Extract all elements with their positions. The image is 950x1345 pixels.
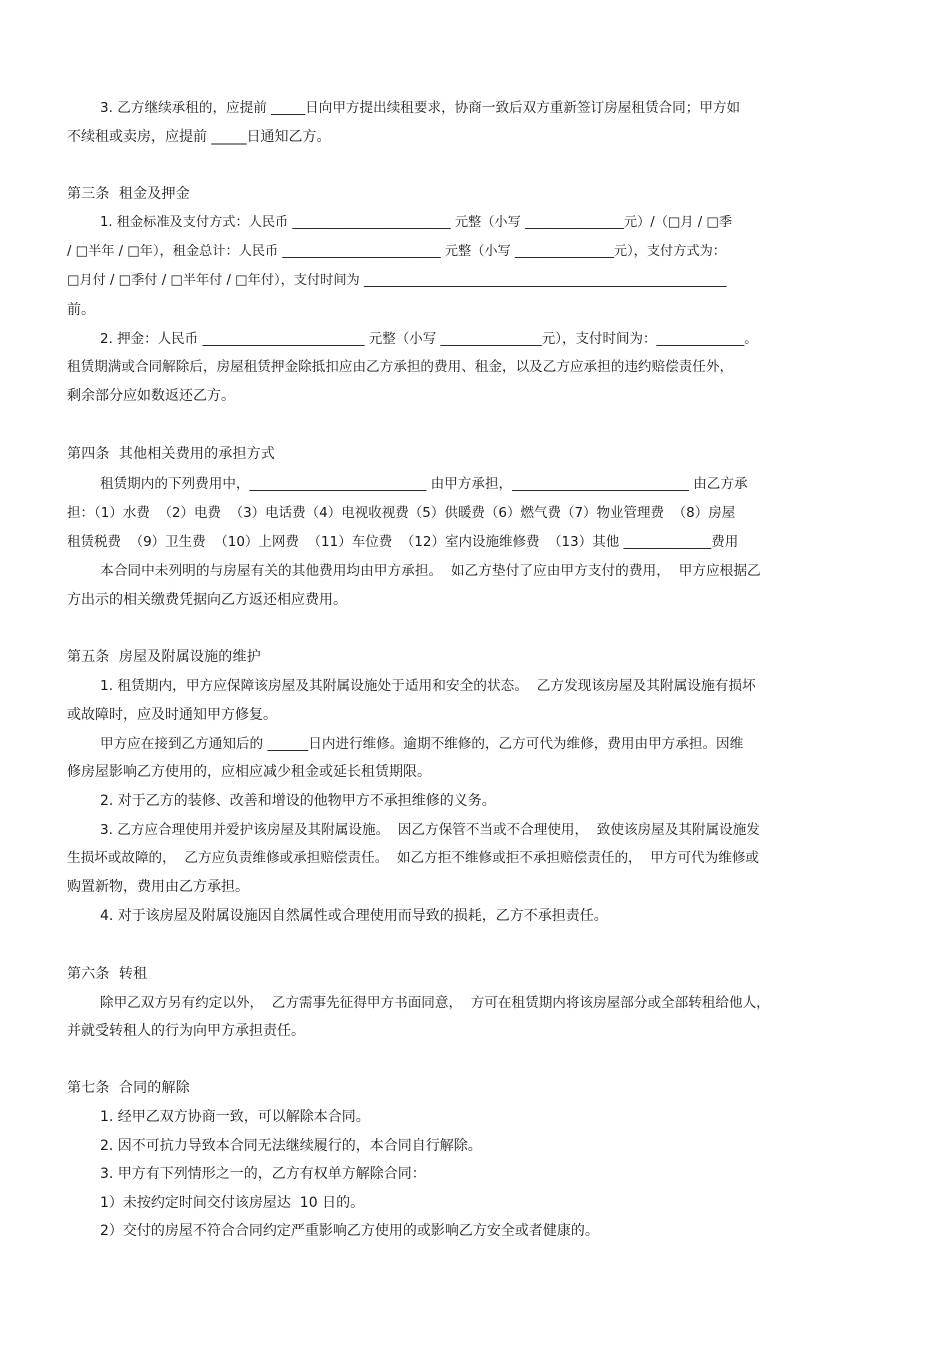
deposit-line-1: 2. 押金：人民币 ________________________ 元整（小写 _______________元），支付时间为：_____________。 xyxy=(100,331,758,347)
article-4-heading: 第四条 其他相关费用的承担方式 xyxy=(67,446,276,462)
maintenance-line-7: 生损坏或故障的， 乙方应负责维修或承担赔偿责任。 如乙方拒不维修或拒不承担赔偿责任的， 甲方可代为维修或 xyxy=(67,850,760,866)
fees-line-5: 方出示的相关缴费凭据向乙方返还相应费用。 xyxy=(67,592,347,608)
deposit-line-2: 租赁期满或合同解除后，房屋租赁押金除抵扣应由乙方承担的费用、租金，以及乙方应承担的违约赔偿责任外， xyxy=(67,359,734,375)
rent-standard-line-3: □月付 / □季付 / □半年付 / □年付），支付时间为 _______________________________________________________ xyxy=(67,273,727,288)
maintenance-line-9: 4. 对于该房屋及附属设施因自然属性或合理使用而导致的损耗，乙方不承担责任。 xyxy=(100,908,608,924)
sublease-line-1: 除甲乙双方另有约定以外， 乙方需事先征得甲方书面同意， 方可在租赁期内将该房屋部分或全部转租给他人， xyxy=(100,995,770,1011)
maintenance-line-5: 2. 对于乙方的装修、改善和增设的他物甲方不承担维修的义务。 xyxy=(100,793,496,809)
rent-standard-line-4: 前。 xyxy=(67,302,95,318)
rent-standard-line-1: 1. 租金标准及支付方式：人民币 ________________________ 元整（小写 _______________元）/（□月 / □季 xyxy=(100,215,733,230)
article-5-heading: 第五条 房屋及附属设施的维护 xyxy=(67,649,261,665)
termination-line-2: 2. 因不可抗力导致本合同无法继续履行的，本合同自行解除。 xyxy=(100,1138,482,1154)
sublease-line-2: 并就受转租人的行为向甲方承担责任。 xyxy=(67,1023,305,1039)
article-7-heading: 第七条 合同的解除 xyxy=(67,1080,190,1096)
maintenance-line-1: 1. 租赁期内，甲方应保障该房屋及其附属设施处于适用和安全的状态。 乙方发现该房屋及其附属设施有损坏 xyxy=(100,678,756,694)
termination-line-4: 1）未按约定时间交付该房屋达 10 日的。 xyxy=(100,1195,365,1211)
article-6-heading: 第六条 转租 xyxy=(67,966,148,982)
rent-standard-line-2: / □半年 / □年），租金总计：人民币 ________________________ 元整（小写 _______________元），支付方式为： xyxy=(67,244,726,259)
clause-3-renewal-line-2: 不续租或卖房，应提前 _____日通知乙方。 xyxy=(67,129,331,145)
maintenance-line-2: 或故障时，应及时通知甲方修复。 xyxy=(67,707,277,723)
termination-line-3: 3. 甲方有下列情形之一的，乙方有权单方解除合同： xyxy=(100,1166,426,1182)
clause-3-renewal-line-1: 3. 乙方继续承租的，应提前 _____日向甲方提出续租要求，协商一致后双方重新签订房屋租赁合同；甲方如 xyxy=(100,100,741,116)
article-3-heading: 第三条 租金及押金 xyxy=(67,186,190,202)
fees-line-3: 租赁税费 （9）卫生费 （10）上网费 （11）车位费 （12）室内设施维修费 （13）其他 _____________费用 xyxy=(67,534,739,550)
maintenance-line-8: 购置新物，费用由乙方承担。 xyxy=(67,879,249,895)
deposit-line-3: 剩余部分应如数返还乙方。 xyxy=(67,388,235,404)
fees-line-2: 担：（1）水费 （2）电费 （3）电话费（4）电视收视费（5）供暖费（6）燃气费（7）物业管理费 （8）房屋 xyxy=(67,505,736,521)
fees-line-4: 本合同中未列明的与房屋有关的其他费用均由甲方承担。 如乙方垫付了应由甲方支付的费用， 甲方应根据乙 xyxy=(100,563,761,579)
maintenance-line-6: 3. 乙方应合理使用并爱护该房屋及其附属设施。 因乙方保管不当或不合理使用， 致使该房屋及其附属设施发 xyxy=(100,822,760,838)
termination-line-5: 2）交付的房屋不符合合同约定严重影响乙方使用的或影响乙方安全或者健康的。 xyxy=(100,1223,599,1239)
maintenance-line-3: 甲方应在接到乙方通知后的 ______日内进行维修。逾期不维修的，乙方可代为维修，费用由甲方承担。因维 xyxy=(100,736,744,752)
termination-line-1: 1. 经甲乙双方协商一致，可以解除本合同。 xyxy=(100,1109,370,1125)
fees-line-1: 租赁期内的下列费用中，__________________________ 由甲方承担，__________________________ 由乙方承 xyxy=(100,476,748,492)
maintenance-line-4: 修房屋影响乙方使用的，应相应减少租金或延长租赁期限。 xyxy=(67,764,431,780)
